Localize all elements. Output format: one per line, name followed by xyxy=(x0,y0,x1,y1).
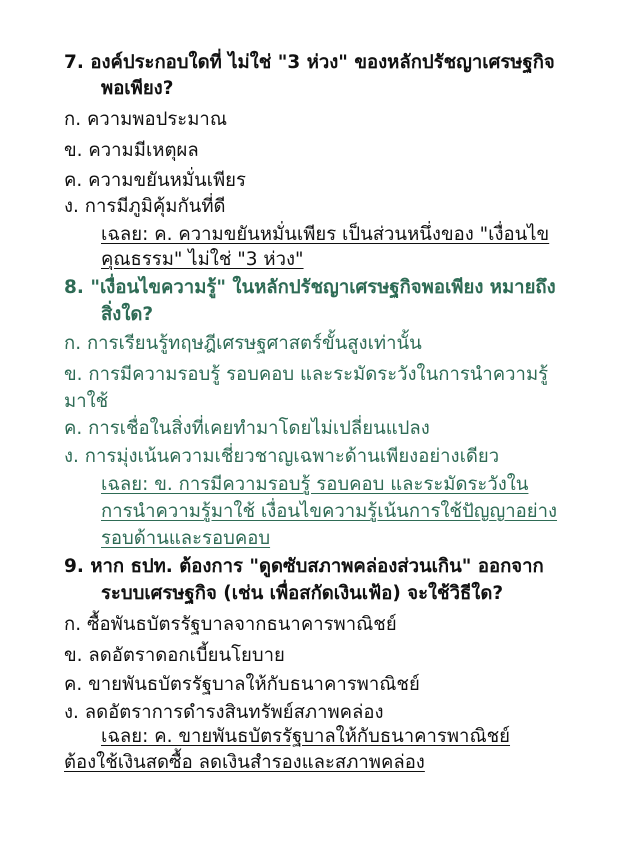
question-9-option-b: ข. ลดอัตราดอกเบี้ยนโยบาย xyxy=(64,645,285,666)
question-8-option-c: ค. การเชื่อในสิ่งที่เคยทำมาโดยไม่เปลี่ยนแปลง xyxy=(64,418,430,439)
question-9-option-c: ค. ขายพันธบัตรรัฐบาลให้กับธนาคารพาณิชย์ xyxy=(64,674,420,695)
question-8-answer-line-2: การนำความรู้มาใช้ เงื่อนไขความรู้เน้นการใช้ปัญญาอย่าง xyxy=(101,501,558,522)
question-8-option-d: ง. การมุ่งเน้นความเชี่ยวชาญเฉพาะด้านเพียงอย่างเดียว xyxy=(64,446,500,467)
question-7-answer-line-1: เฉลย: ค. ความขยันหมั่นเพียร เป็นส่วนหนึ่งของ "เงื่อนไข xyxy=(101,224,550,245)
question-8-option-b-line-2: มาใช้ xyxy=(64,391,109,412)
question-8-answer-line-3: รอบด้านและรอบคอบ xyxy=(101,528,271,549)
question-8-option-b-line-1: ข. การมีความรอบรู้ รอบคอบ และระมัดระวังในการนำความรู้ xyxy=(64,364,549,385)
question-7-text-line-1: 7. องค์ประกอบใดที่ ไม่ใช่ "3 ห่วง" ของหลักปรัชญาเศรษฐกิจ xyxy=(64,52,555,73)
question-8-text-line-1: 8. "เงื่อนไขความรู้" ในหลักปรัชญาเศรษฐกิจพอเพียง หมายถึง xyxy=(64,277,556,298)
question-7-option-c: ค. ความขยันหมั่นเพียร xyxy=(64,170,246,191)
question-9-text-line-2: ระบบเศรษฐกิจ (เช่น เพื่อสกัดเงินเฟ้อ) จะใช้วิธีใด? xyxy=(101,583,504,604)
question-8-option-a: ก. การเรียนรู้ทฤษฎีเศรษฐศาสตร์ขั้นสูงเท่านั้น xyxy=(64,333,422,354)
question-7-answer-line-2: คุณธรรม" ไม่ใช่ "3 ห่วง" xyxy=(101,249,304,270)
question-8-text-line-2: สิ่งใด? xyxy=(101,304,154,325)
question-7-text-line-2: พอเพียง? xyxy=(101,78,174,99)
question-9-answer-line-2: ต้องใช้เงินสดซื้อ ลดเงินสำรองและสภาพคล่อง xyxy=(64,752,425,773)
question-9-answer-line-1: เฉลย: ค. ขายพันธบัตรรัฐบาลให้กับธนาคารพาณิชย์ xyxy=(101,726,511,747)
question-8-answer-line-1: เฉลย: ข. การมีความรอบรู้ รอบคอบ และระมัดระวังใน xyxy=(101,474,529,495)
question-7-option-d: ง. การมีภูมิคุ้มกันที่ดี xyxy=(64,196,226,217)
question-9-option-d: ง. ลดอัตราการดำรงสินทรัพย์สภาพคล่อง xyxy=(64,702,384,723)
question-7-option-a: ก. ความพอประมาณ xyxy=(64,109,227,130)
question-9-text-line-1: 9. หาก ธปท. ต้องการ "ดูดซับสภาพคล่องส่วนเกิน" ออกจาก xyxy=(64,556,544,577)
question-9-option-a: ก. ซื้อพันธบัตรรัฐบาลจากธนาคารพาณิชย์ xyxy=(64,614,397,635)
question-7-option-b: ข. ความมีเหตุผล xyxy=(64,140,199,161)
